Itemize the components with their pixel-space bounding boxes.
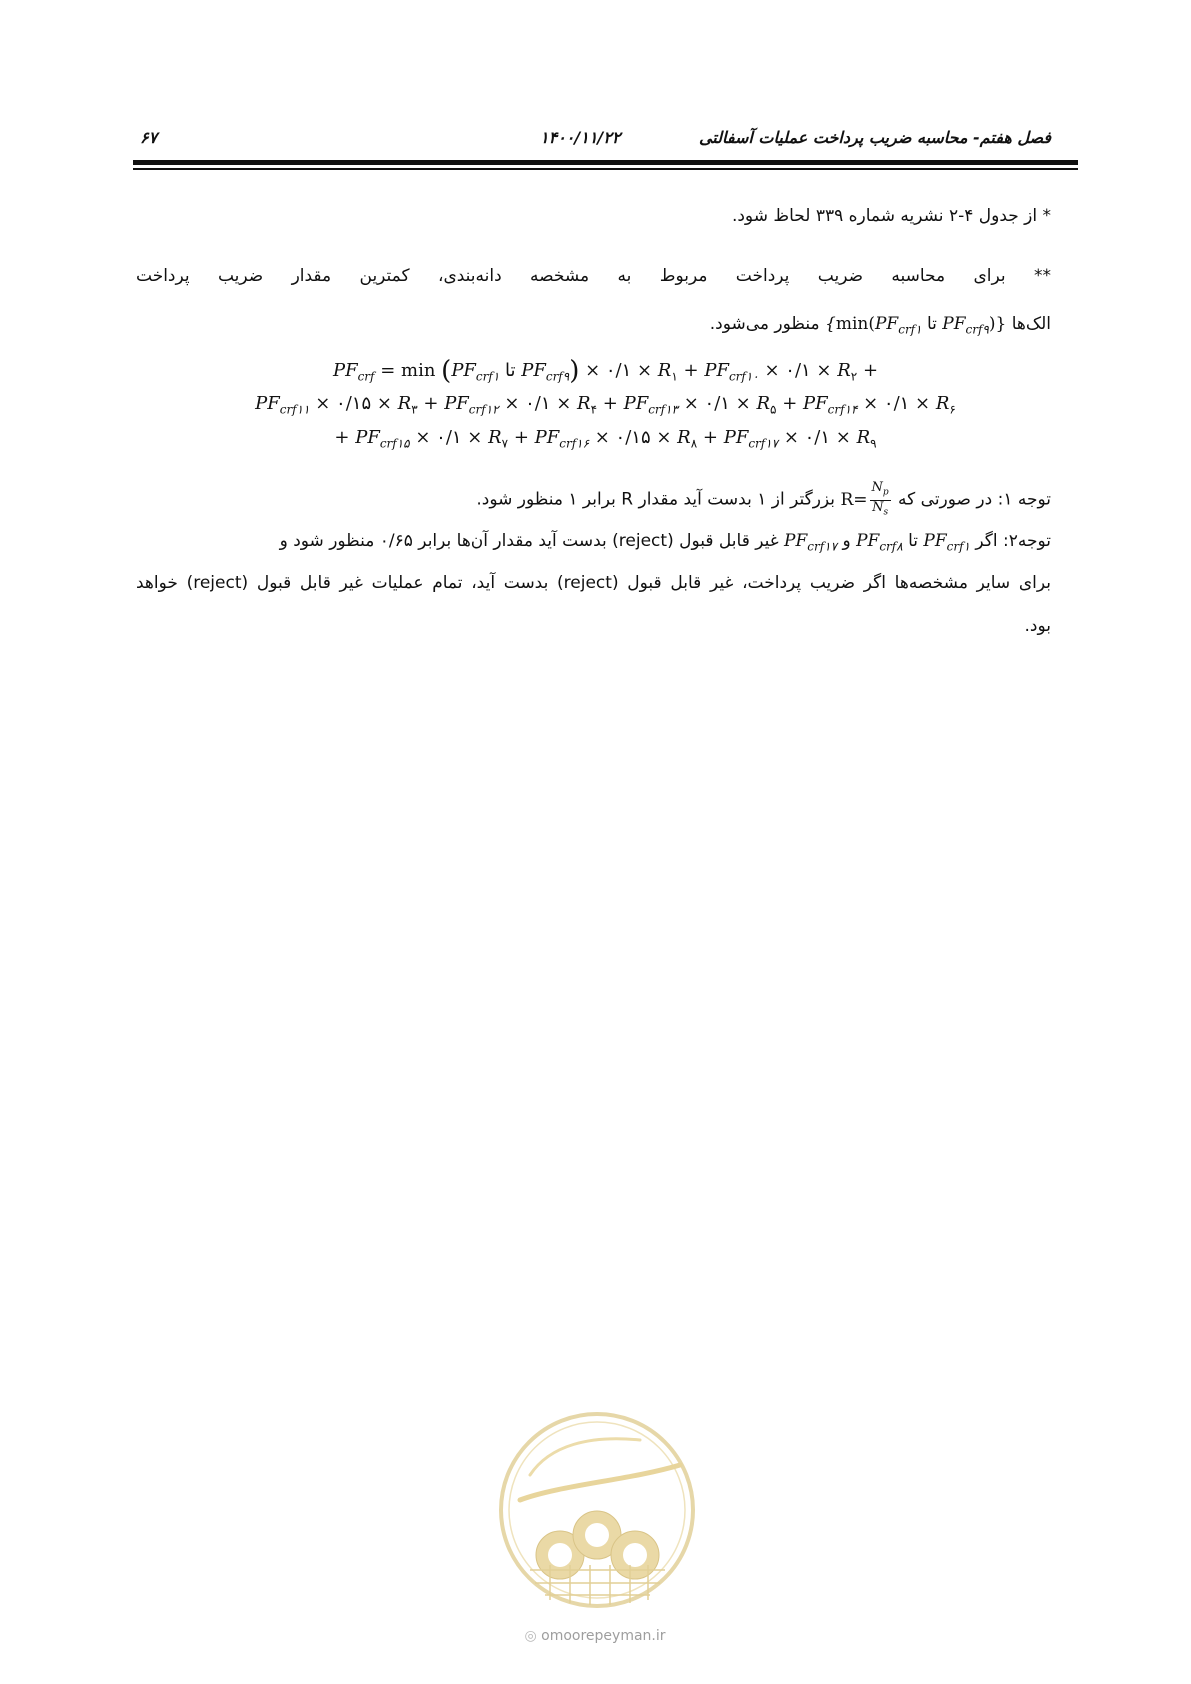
note-2-line1 (136, 528, 1051, 559)
equation-line1: $PF_{crf} = \min (PF_{crf۱}$ تا $PF_{crf۹}$) × ۰/۱ × $R_۱ + PF_{crf۱۰}$ × ۰/۱ × $R_۲$ + (332, 356, 879, 386)
para2-start-text: الک‌ها (1011, 314, 1051, 334)
pf-17: $PF_{crf۱۷}$ (784, 531, 838, 554)
note1-start: توجه ۱: در صورتی که (898, 489, 1051, 510)
watermark-url-text: omoorepeyman.ir (541, 1628, 666, 1644)
r-ratio-formula: R= $\frac{N_p}{N_s}$ (840, 480, 889, 518)
note-1 (136, 481, 1051, 519)
chapter-title: فصل هفتم- محاسبه ضریب پرداخت عملیات آسفالتی (698, 128, 1051, 147)
equation-line3: + $PF_{crf۱۵}$ × ۰/۱ × $R_۷ + PF_{crf۱۶}$ × ۰/۱۵ × $R_۸ + PF_{crf۱۷}$ × ۰/۱ × $R_۹$ (334, 427, 877, 451)
ta-word: تا (926, 314, 937, 334)
para2-end-text: منظور می‌شود. (709, 314, 820, 334)
header-date: ۱۴۰۰/۱۱/۲۲ (540, 128, 621, 147)
watermark-logo-icon (490, 1405, 705, 1615)
min-expression: {$\min(PF_{crf۱}$ تا $PF_{crf۹}$)} (825, 314, 1007, 337)
equation-line2: $PF_{crf۱۱}$ × ۰/۱۵ × $R_۳ + PF_{crf۱۲}$ × ۰/۱ × $R_۴ + PF_{crf۱۳}$ × ۰/۱ × $R_۵ + PF_{crf۱۴}$ × ۰/۱ × $R_۶$ (255, 393, 956, 417)
paragraph-gradation-line1: ** برای محاسبه ضریب پرداخت مربوط به مشخصه دانه‌بندی، کمترین مقدار ضریب پرداخت (136, 266, 1051, 286)
watermark-globe-icon: ◎ (524, 1628, 537, 1644)
header-rule-thin (133, 168, 1078, 170)
note-2-line3: بود. (1024, 616, 1051, 636)
note2-start: توجه۲: اگر (975, 531, 1051, 551)
page-number: ۶۷ (140, 128, 158, 147)
note-2-line2: برای سایر مشخصه‌ها اگر ضریب پرداخت، غیر قابل قبول (reject) بدست آید، تمام عملیات غیر قابل قبول (reject) خواهد (136, 573, 1051, 593)
header-rule-thick (133, 160, 1078, 165)
paragraph-gradation-line2 (136, 311, 1051, 342)
note1-end: بزرگتر از ۱ بدست آید مقدار R برابر ۱ منظور شود. (476, 489, 836, 510)
pf-range-1: $PF_{crf۱}$ (923, 531, 970, 554)
ta-word-note2: تا (908, 531, 918, 551)
ta-word-eq: تا (505, 360, 516, 381)
note2-end: غیر قابل قبول (reject) بدست آید مقدار آن‌ها برابر ۰/۶۵ منظور شود و (279, 531, 779, 551)
footnote-star: * از جدول ۴-۲ نشریه شماره ۳۳۹ لحاظ شود. (731, 206, 1051, 226)
va-word: و (842, 531, 851, 551)
pf-range-8: $PF_{crf۸}$ (856, 531, 903, 554)
watermark-url (495, 1628, 695, 1644)
